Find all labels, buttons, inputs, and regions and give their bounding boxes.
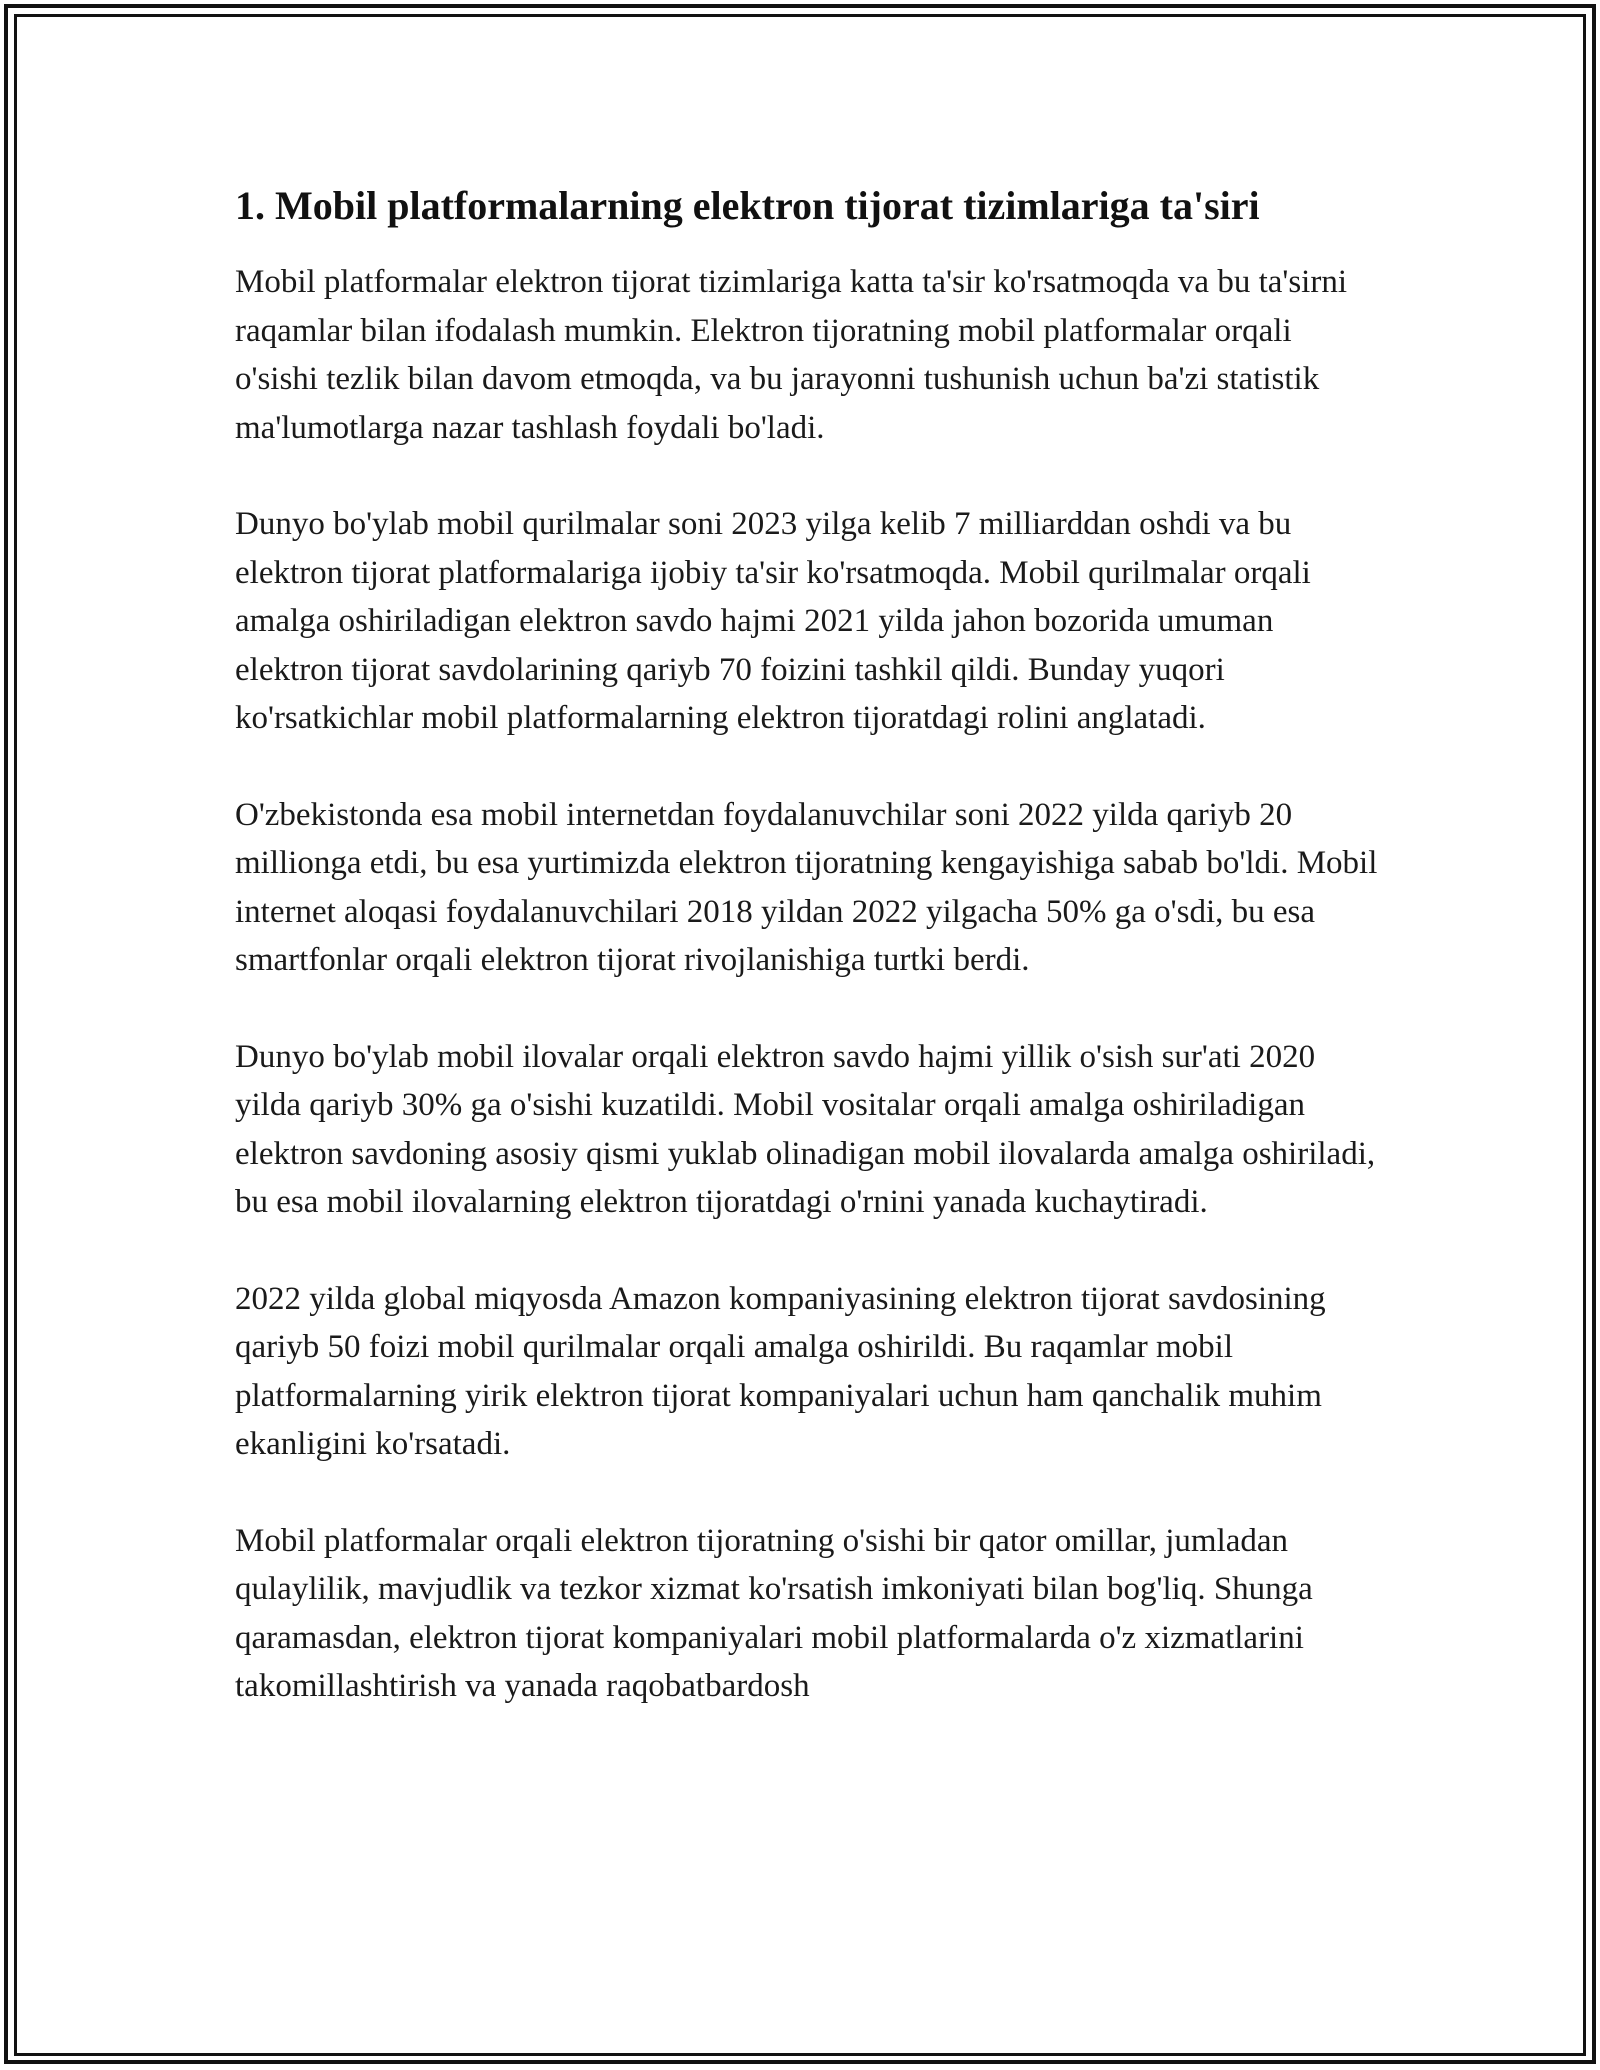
paragraph-5: 2022 yilda global miqyosda Amazon kompaniyasining elektron tijorat savdosining qariyb 50 foizi mobil qurilmalar orqali amalga oshirildi. Bu raqamlar mobil platformalarning yirik elektron tijorat kompaniyalari uchun ham qanchalik muhim ekanligini ko'rsatadi. — [235, 1280, 1326, 1462]
document-body — [235, 180, 1380, 1759]
paragraph-6: Mobil platformalar orqali elektron tijoratning o'sishi bir qator omillar, jumladan qulaylilik, mavjudlik va tezkor xizmat ko'rsatish imkoniyati bilan bog'liq. Shunga qaramasdan, elektron tijorat kompaniyalari mobil platformalarda o'z xizmatlarini takomillashtirish va yanada raqobatbardosh — [235, 1522, 1313, 1704]
paragraph-3: O'zbekistonda esa mobil internetdan foydalanuvchilar soni 2022 yilda qariyb 20 millionga etdi, bu esa yurtimizda elektron tijoratning kengayishiga sabab bo'ldi. Mobil internet aloqasi foydalanuvchilari 2018 yildan 2022 yilgacha 50% ga o'sdi, bu esa smartfonlar orqali elektron tijorat rivojlanishiga turtki berdi. — [235, 796, 1378, 978]
section-title: 1. Mobil platformalarning elektron tijorat tizimlariga ta'siri — [235, 183, 1260, 228]
paragraph-2: Dunyo bo'ylab mobil qurilmalar soni 2023 yilga kelib 7 milliarddan oshdi va bu elektron tijorat platformalariga ijobiy ta'sir ko'rsatmoqda. Mobil qurilmalar orqali amalga oshiriladigan elektron savdo hajmi 2021 yilda jahon bozorida umuman elektron tijorat savdolarining qariyb 70 foizini tashkil qildi. Bunday yuqori ko'rsatkichlar mobil platformalarning elektron tijoratdagi rolini anglatadi. — [235, 506, 1311, 736]
paragraph-4: Dunyo bo'ylab mobil ilovalar orqali elektron savdo hajmi yillik o'sish sur'ati 2020 yilda qariyb 30% ga o'sishi kuzatildi. Mobil vositalar orqali amalga oshiriladigan elektron savdoning asosiy qismi yuklab olinadigan mobil ilovalarda amalga oshiriladi, bu esa mobil ilovalarning elektron tijoratdagi o'rnini yanada kuchaytiradi. — [235, 1038, 1376, 1220]
paragraph-1: Mobil platformalar elektron tijorat tizimlariga katta ta'sir ko'rsatmoqda va bu ta'sirni raqamlar bilan ifodalash mumkin. Elektron tijoratning mobil platformalar orqali o'sishi tezlik bilan davom etmoqda, va bu jarayonni tushunish uchun ba'zi statistik ma'lumotlarga nazar tashlash foydali bo'ladi. — [235, 264, 1348, 446]
